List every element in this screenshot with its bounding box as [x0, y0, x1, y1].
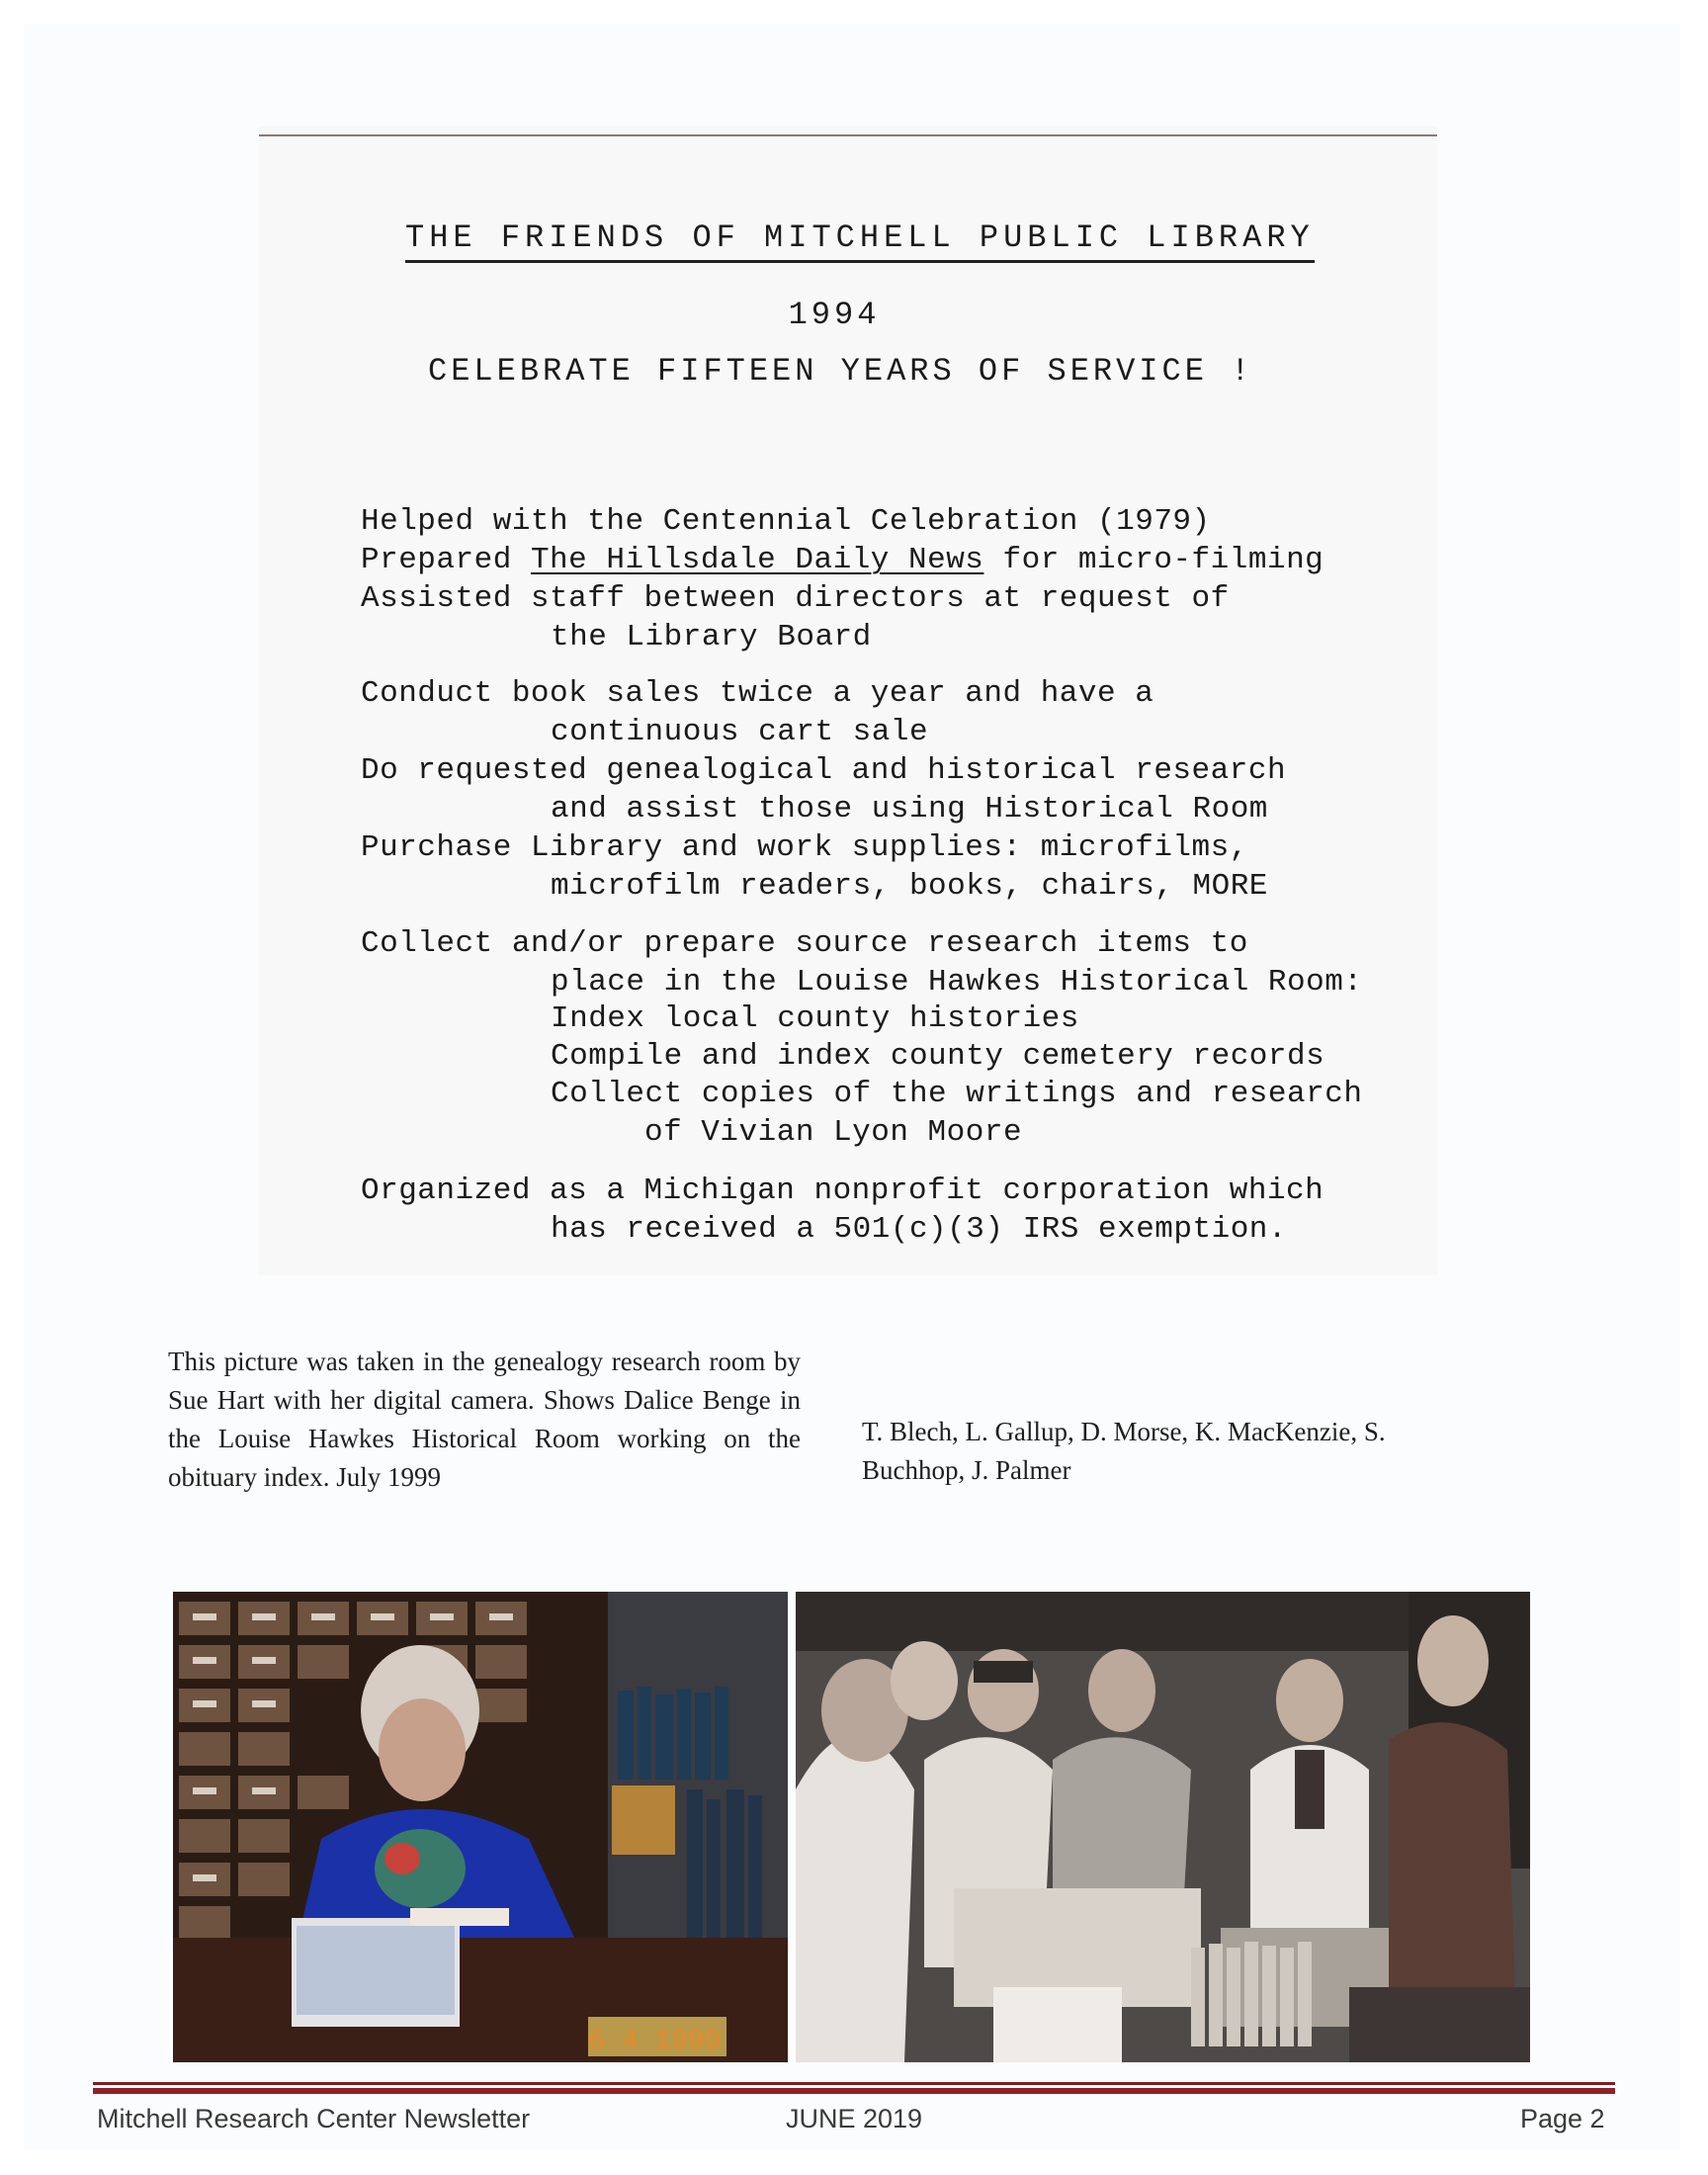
flyer-line [361, 543, 1324, 577]
flyer-line: place in the Louise Hawkes Historical Room: [551, 965, 1363, 1000]
photo-caption-left: This picture was taken in the genealogy research room by Sue Hart with her digital camera. Shows Dalice Benge in the Louise Hawkes Historical Room working on the obituary index. July 1999 [168, 1347, 801, 1492]
newspaper-title: The Hillsdale Daily News [530, 543, 984, 577]
flyer-line-part: for micro-filming [983, 543, 1324, 577]
flyer-line: of Vivian Lyon Moore [644, 1115, 1023, 1150]
flyer-line: Conduct book sales twice a year and have a [361, 676, 1154, 711]
footer-rule-thick [93, 2088, 1615, 2094]
footer-rule [93, 2082, 1615, 2085]
flyer-top-rule [259, 134, 1437, 136]
flyer-line: the Library Board [551, 620, 872, 654]
footer-newsletter-name: Mitchell Research Center Newsletter [97, 2104, 531, 2133]
photo-genealogy-room-image [173, 1592, 788, 2062]
flyer-title-text: THE FRIENDS OF MITCHELL PUBLIC LIBRARY [405, 219, 1315, 263]
flyer-line: and assist those using Historical Room [551, 792, 1268, 826]
flyer-line: has received a 501(c)(3) IRS exemption. [551, 1212, 1288, 1247]
flyer-line: continuous cart sale [551, 715, 929, 749]
photo-caption-right: T. Blech, L. Gallup, D. Morse, K. MacKenzie, S. Buchhop, J. Palmer [862, 1417, 1386, 1485]
flyer-line: microfilm readers, books, chairs, MORE [551, 869, 1268, 904]
photo-date-stamp: 6 4 1999 [588, 2027, 722, 2057]
flyer-line: Purchase Library and work supplies: microfilms, [361, 830, 1248, 865]
photo-volunteers-group-image [796, 1592, 1530, 2062]
flyer-line: Assisted staff between directors at request of [361, 581, 1230, 616]
photo-volunteers-group [796, 1592, 1530, 2062]
flyer-year: 1994 [788, 297, 881, 333]
photo-genealogy-room [173, 1592, 788, 2062]
footer-issue-date: JUNE 2019 [786, 2104, 923, 2133]
flyer-line-part: Prepared [361, 543, 531, 577]
flyer-line: Compile and index county cemetery records [551, 1039, 1325, 1074]
flyer-line: Do requested genealogical and historical research [361, 753, 1287, 788]
flyer-tagline: CELEBRATE FIFTEEN YEARS OF SERVICE ! [428, 353, 1254, 390]
flyer-line: Collect and/or prepare source research items to [361, 926, 1248, 961]
flyer-title [405, 219, 1315, 256]
footer-page-number: Page 2 [1520, 2104, 1605, 2133]
flyer-line: Helped with the Centennial Celebration (1979) [361, 504, 1211, 539]
flyer-line: Organized as a Michigan nonprofit corporation which [361, 1174, 1324, 1208]
flyer-line: Index local county histories [551, 1001, 1079, 1036]
flyer-line: Collect copies of the writings and research [551, 1077, 1363, 1111]
